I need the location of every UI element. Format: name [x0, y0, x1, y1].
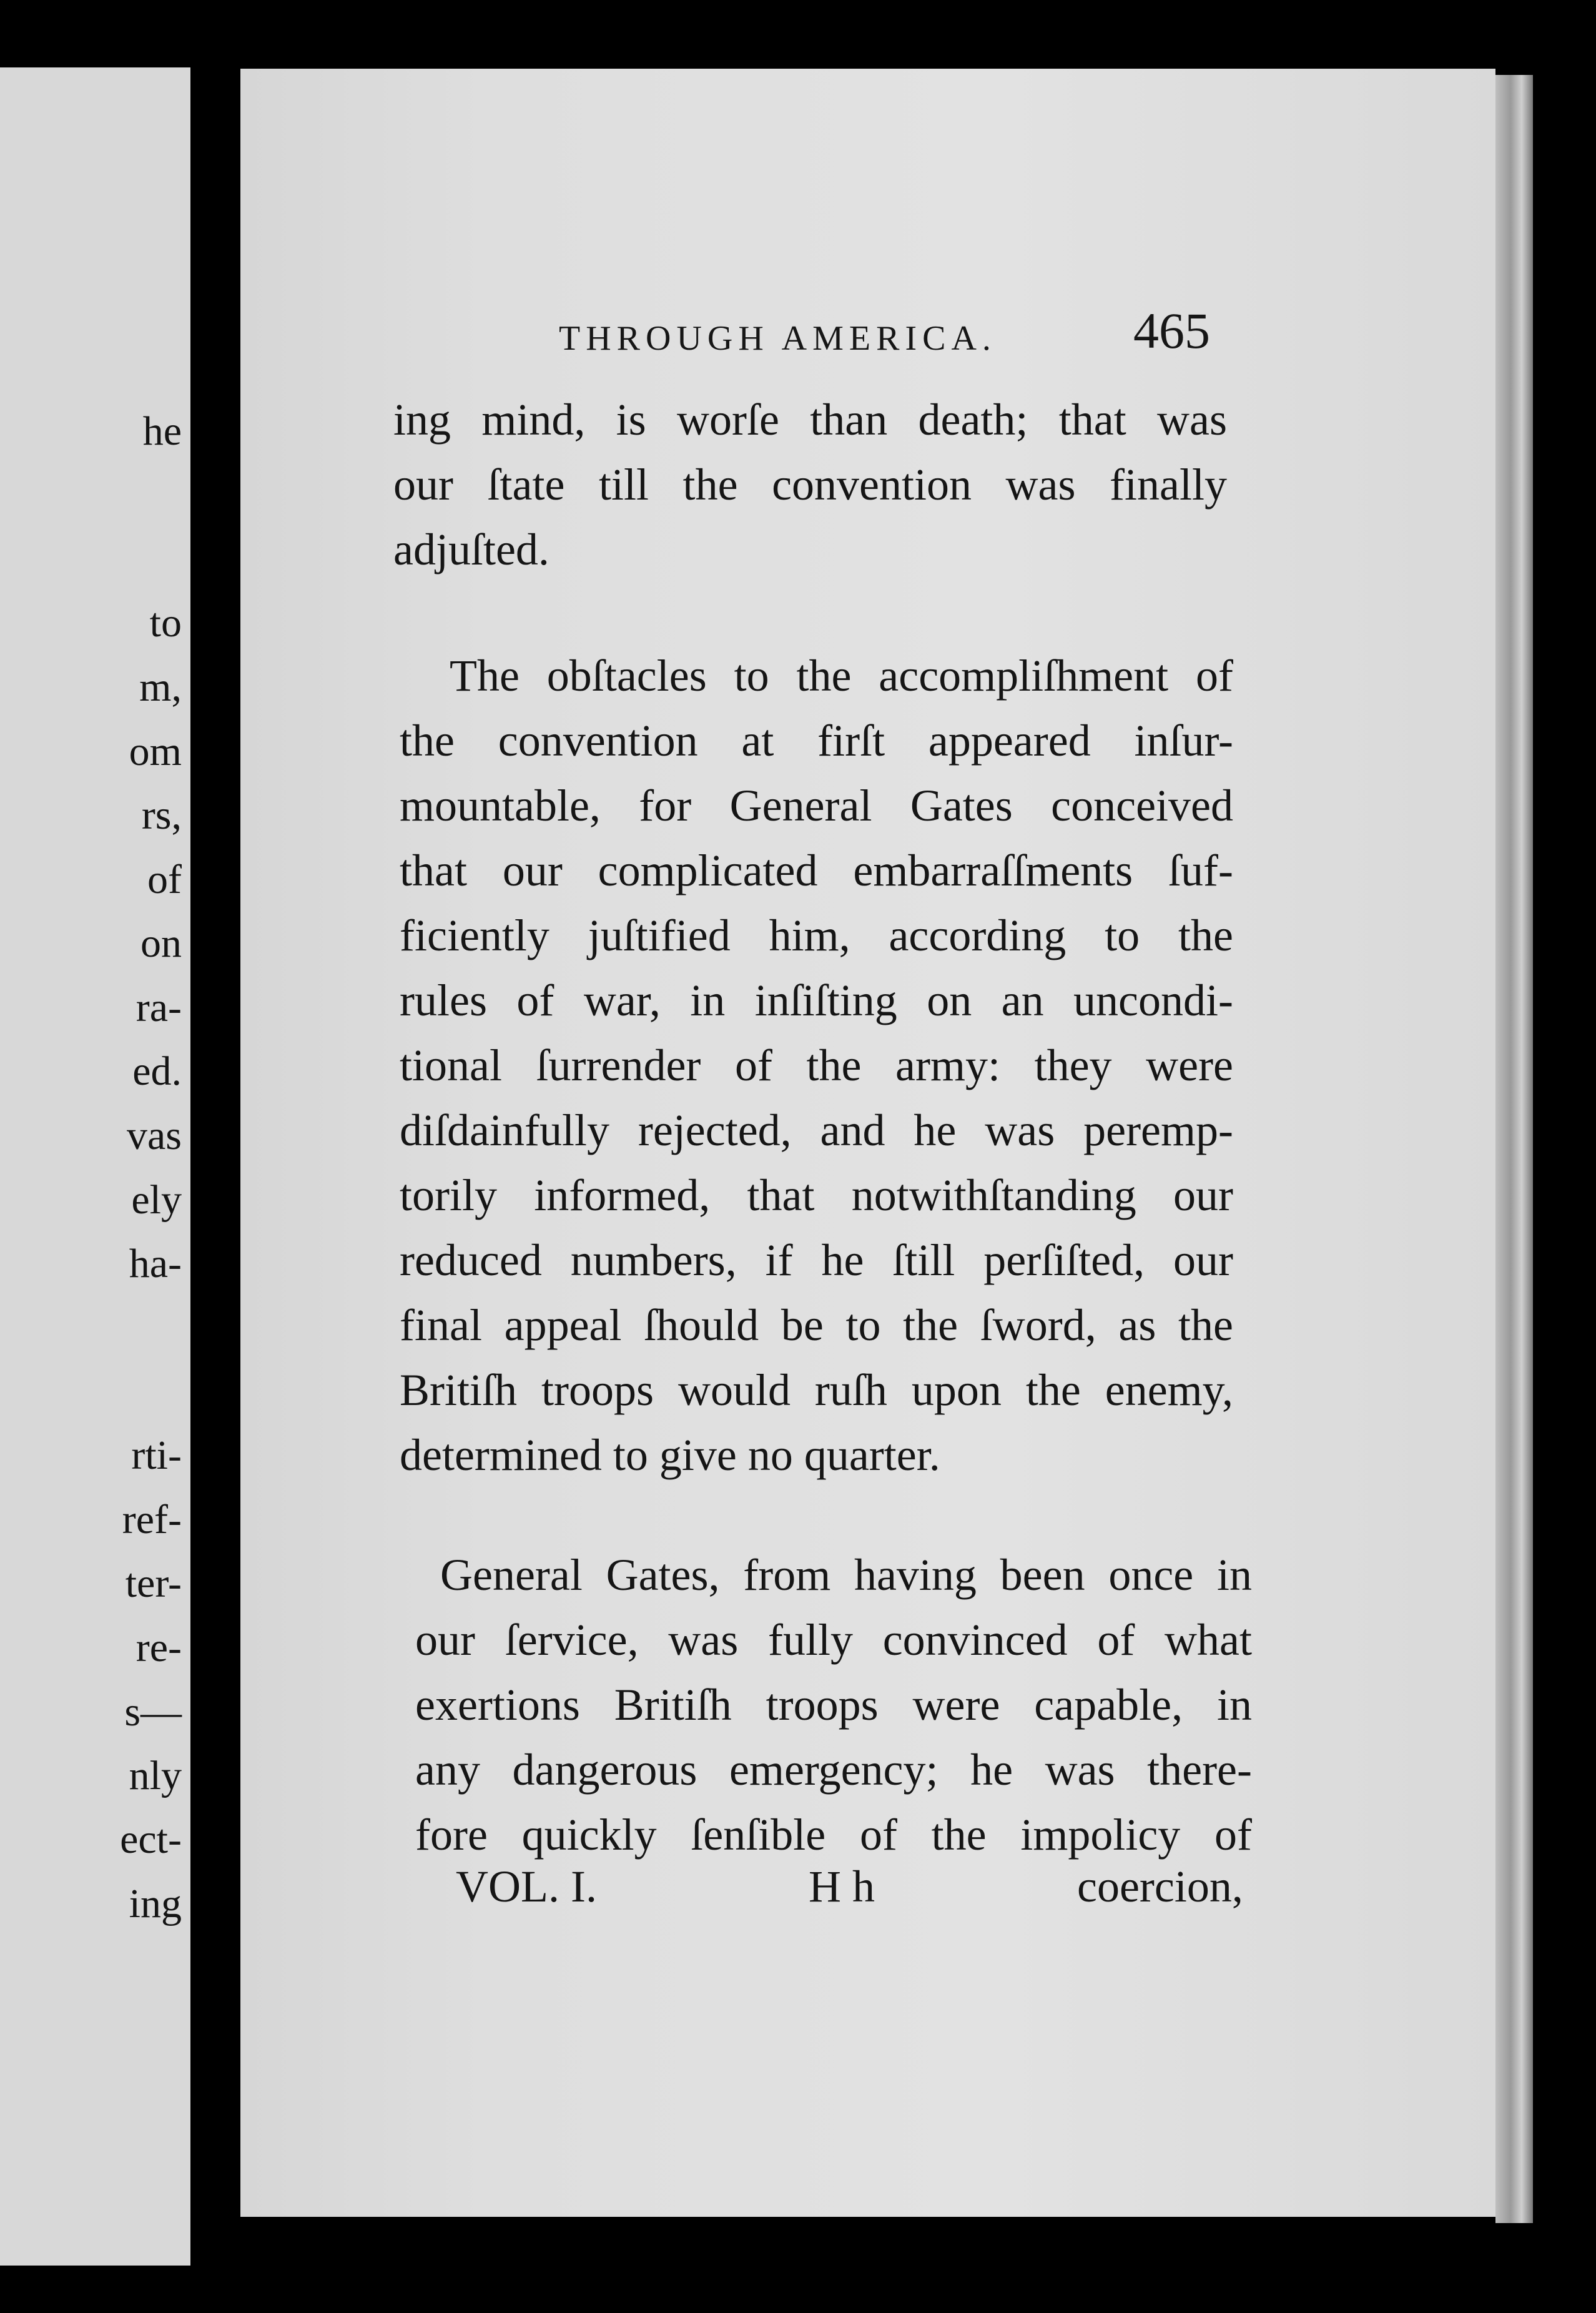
left-fragment: ing [129, 1881, 182, 1926]
text-line: The obſtacles to the accompliſhment of [450, 651, 1233, 701]
left-fragment: nly [129, 1753, 182, 1798]
text-line: our ſtate till the convention was finally [393, 460, 1227, 510]
text-line: mountable, for General Gates conceived [400, 781, 1233, 831]
left-fragment: of [147, 857, 182, 902]
text-line: rules of war, in inſiſting on an uncondi- [400, 975, 1233, 1025]
left-fragment: ra- [135, 985, 182, 1030]
page-header [318, 240, 1218, 359]
text-line: reduced numbers, if he ſtill perſiſted, our [400, 1235, 1233, 1285]
left-fragment: ely [131, 1177, 182, 1223]
left-fragment: rs, [141, 792, 182, 838]
left-fragment: ect- [120, 1817, 182, 1862]
text-line: determined to give no quarter. [400, 1430, 940, 1480]
text-line: that our complicated embarraſſments ſuf- [400, 846, 1233, 895]
left-fragment: s— [124, 1689, 182, 1735]
left-fragment: on [140, 920, 182, 966]
text-line: General Gates, from having been once in [440, 1550, 1252, 1600]
text-line: any dangerous emergency; he was there- [415, 1745, 1252, 1795]
signature-mark: H h [809, 1862, 875, 1911]
paragraph [400, 643, 1233, 1487]
scan-border [0, 2266, 1596, 2313]
running-head: THROUGH AMERICA. [559, 319, 997, 358]
left-fragment: he [142, 408, 182, 454]
left-fragment: ha- [129, 1241, 182, 1286]
text-line: ficiently juſtified him, according to the [400, 910, 1233, 960]
left-fragment: to [149, 600, 182, 646]
text-line: torily informed, that notwithſtanding our [400, 1170, 1233, 1220]
text-line: ing mind, is worſe than death; that was [393, 395, 1227, 445]
volume-label: VOL. I. [456, 1862, 597, 1911]
catchword: coercion, [1077, 1862, 1243, 1911]
left-fragment: vas [127, 1113, 182, 1158]
left-fragment: ed. [132, 1048, 182, 1094]
text-line: exertions Britiſh troops were capable, in [415, 1680, 1252, 1730]
text-line: our ſervice, was fully convinced of what [415, 1615, 1252, 1665]
page-edge [1495, 75, 1533, 2223]
left-fragment: om [129, 729, 182, 774]
previous-page-fragment [0, 67, 190, 2266]
text-line: diſdainfully rejected, and he was peremp- [400, 1105, 1233, 1155]
left-fragment: rti- [131, 1433, 182, 1478]
text-line: the convention at firſt appeared inſur- [400, 716, 1233, 766]
left-fragment: ter- [125, 1561, 182, 1606]
left-fragment: m, [139, 664, 182, 710]
text-line: fore quickly ſenſible of the impolicy of [415, 1810, 1252, 1860]
text-line: final appeal ſhould be to the ſword, as the [400, 1300, 1233, 1350]
text-line: tional ſurrender of the army: they were [400, 1040, 1233, 1090]
page-footer [400, 1861, 1255, 1923]
gutter-shadow [190, 67, 240, 2266]
paragraph [415, 1542, 1252, 1867]
left-fragment: re- [135, 1625, 182, 1670]
page-number: 465 [1133, 302, 1210, 359]
left-fragment: ref- [122, 1497, 182, 1542]
paragraph [393, 387, 1227, 582]
text-line: adjuſted. [393, 525, 549, 575]
text-line: Britiſh troops would ruſh upon the enemy, [400, 1365, 1233, 1415]
